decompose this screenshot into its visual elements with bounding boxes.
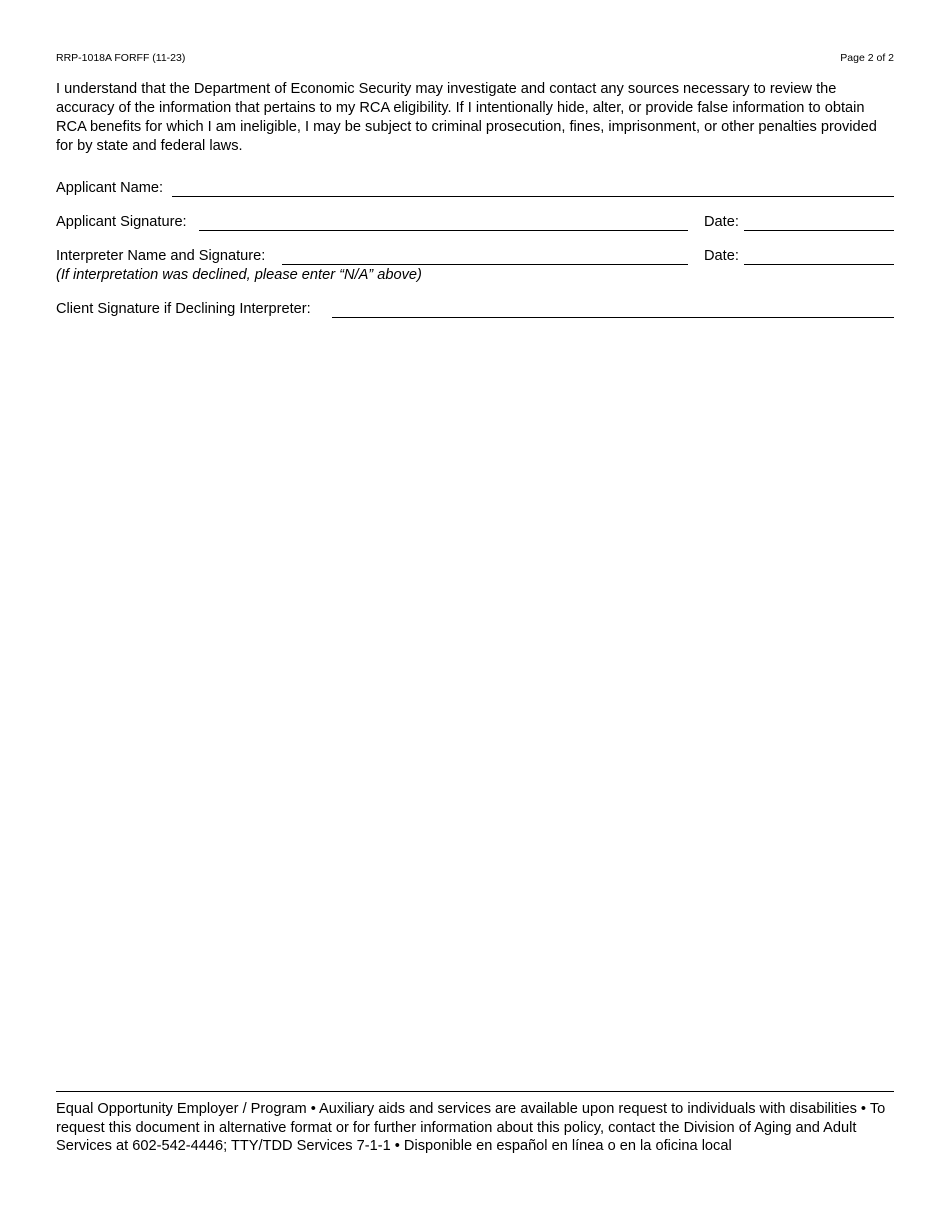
client-signature-label: Client Signature if Declining Interpreter: bbox=[56, 301, 311, 317]
footer-notice: Equal Opportunity Employer / Program • Auxiliary aids and services are available upon request to individuals with disabilities • To request this document in alternative format or for further information about this policy, contact the Division of Aging and Adult Services at 602-542-4446; TTY/TDD Services 7-1-1 • Disponible en español en línea o en la oficina local bbox=[56, 1101, 886, 1154]
certification-statement: I understand that the Department of Economic Security may investigate and contact any sources necessary to review the accuracy of the information that pertains to my RCA eligibility. If I intentionally hide, alter, or provide false information to obtain RCA benefits for which I am ineligible, I may be subject to criminal prosecution, fines, imprisonment, or other penalties provided for by state and federal laws. bbox=[56, 81, 877, 154]
applicant-date-label: Date: bbox=[704, 214, 739, 230]
client-signature-field[interactable] bbox=[332, 317, 894, 318]
interpreter-date-field[interactable] bbox=[744, 264, 894, 265]
applicant-name-field[interactable] bbox=[172, 196, 894, 197]
applicant-signature-row bbox=[56, 213, 894, 233]
applicant-signature-field[interactable] bbox=[199, 230, 688, 231]
applicant-signature-label: Applicant Signature: bbox=[56, 214, 187, 230]
document-page bbox=[56, 0, 894, 1230]
interpreter-date-label: Date: bbox=[704, 248, 739, 264]
page-header bbox=[56, 52, 894, 66]
interpreter-signature-field[interactable] bbox=[282, 264, 688, 265]
applicant-name-label: Applicant Name: bbox=[56, 180, 164, 196]
form-code: RRP-1018A FORFF (11-23) bbox=[56, 52, 186, 64]
applicant-date-field[interactable] bbox=[744, 230, 894, 231]
applicant-name-row bbox=[56, 179, 894, 199]
interpreter-label: Interpreter Name and Signature: bbox=[56, 248, 266, 264]
client-signature-row bbox=[56, 300, 894, 320]
interpreter-row bbox=[56, 247, 894, 267]
interpreter-note: (If interpretation was declined, please enter “N/A” above) bbox=[56, 267, 422, 283]
page-number: Page 2 of 2 bbox=[840, 52, 894, 64]
footer-divider bbox=[56, 1091, 894, 1092]
